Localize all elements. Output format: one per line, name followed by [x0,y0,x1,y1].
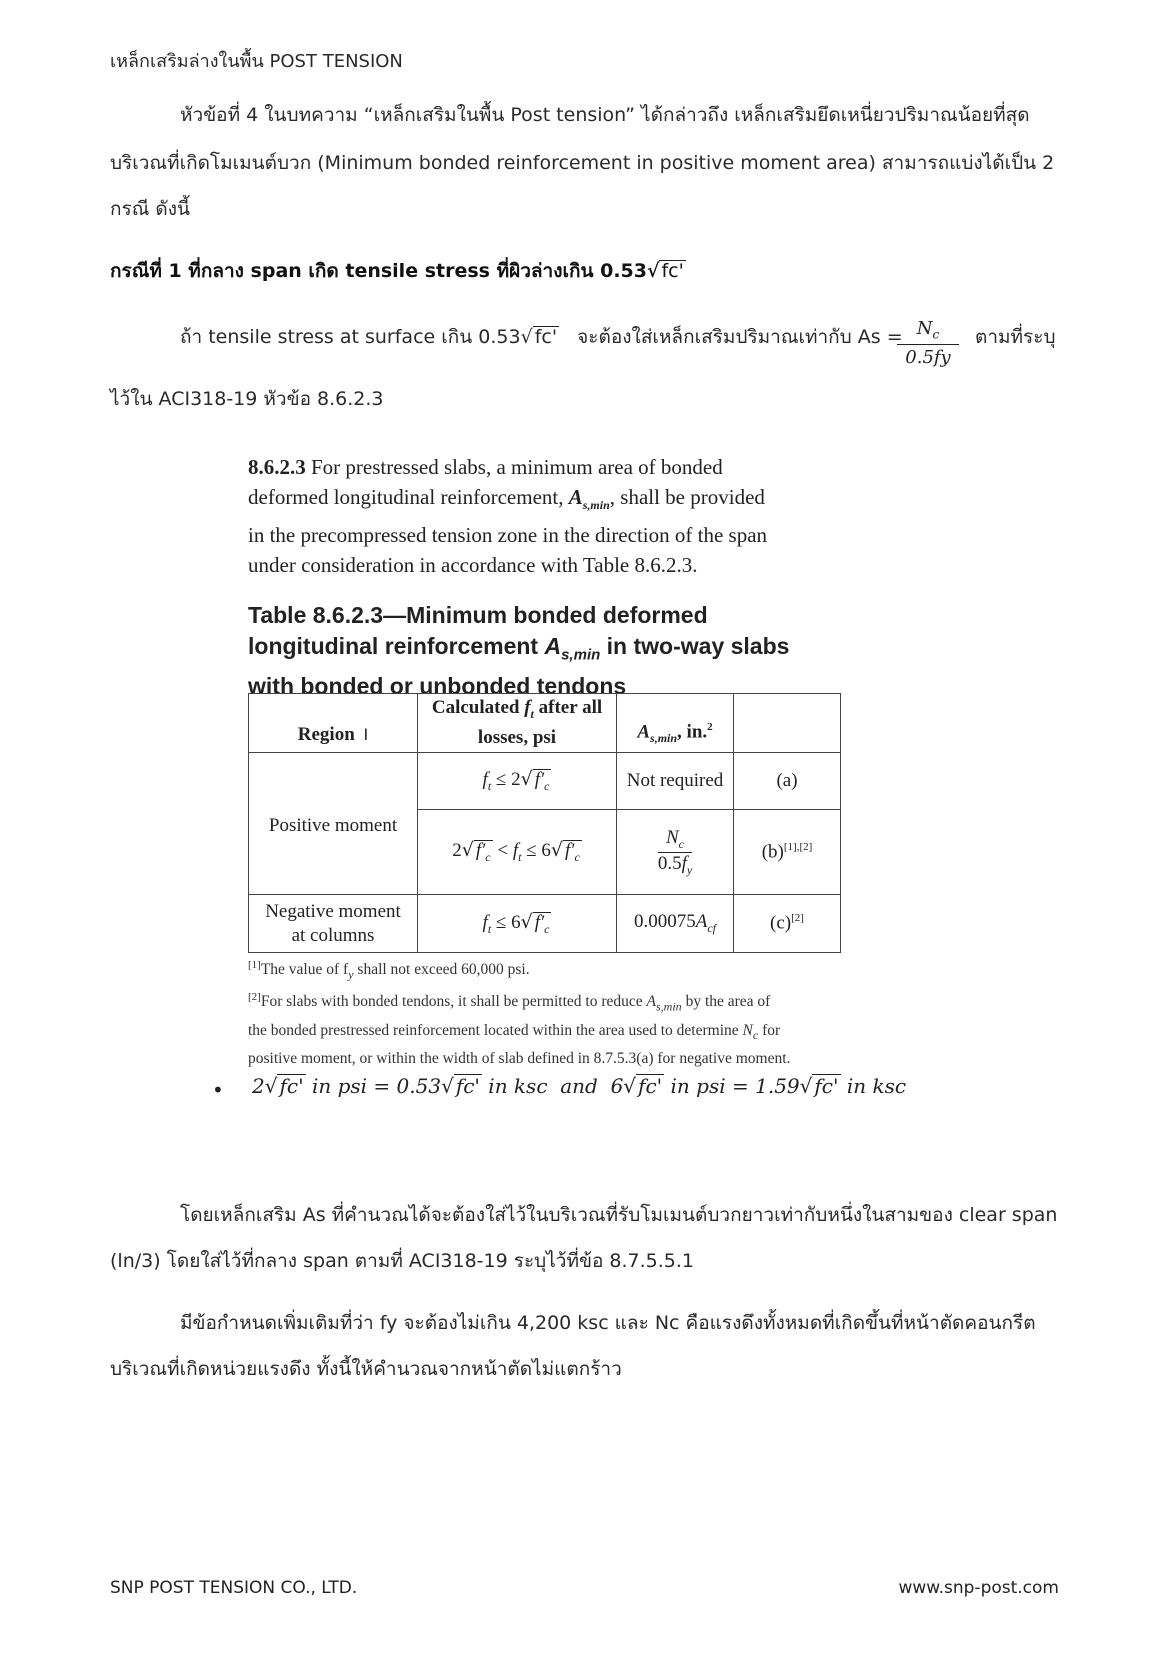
cell-asmin-c [617,895,734,953]
aci-table-title-line-3: with bonded or unbonded tendons [248,672,627,699]
bullet-unit-psi-1: in psi [311,1074,368,1098]
note-1-mark: [1] [248,959,261,971]
asmin-b-den-sub: y [686,862,693,877]
cell-asmin-a: Not required [617,753,734,810]
aci-table-title-sym-sub: s,min [561,646,601,664]
footer-website[interactable]: www.snp-post.com [898,1578,1059,1598]
case1-frac-num-sub: c [932,327,940,342]
aci-clause-sym: A [568,485,583,509]
case1-fraction [897,318,959,368]
note-2-sym-sub: s,min [656,999,682,1014]
text-cursor-icon: I [363,725,369,744]
intro-line-1: หัวข้อที่ 4 ในบทความ “เหล็กเสริมในพื้น Post tension” ได้กล่าวถึง เหล็กเสริมยึดเหนี่ยวปริมาณน้อยที่สุด [180,104,1030,126]
case1-heading-text: กรณีที่ 1 ที่กลาง span เกิด tensile stress ที่ผิวล่างเกิน 0.53 [110,260,647,282]
note-2 [248,986,858,1018]
case1-para-radicand: fc' [534,326,558,348]
asmin-b-num: N [665,826,679,848]
aci-clause-line-3: in the precompressed tension zone in the direction of the span [248,523,768,548]
bullet-coef-1: 2 [252,1074,265,1098]
aci-table-title-line-2b: in two-way slabs [606,633,790,659]
bullet-radicand-2: fc' [455,1074,480,1098]
bullet-radicand-1: fc' [279,1074,304,1098]
intro-line-3: กรณี ดังนี้ [110,198,190,220]
footer-company: SNP POST TENSION CO., LTD. [110,1578,358,1598]
note-2-line-2b: for [762,1021,781,1039]
aci-clause-line-2b: , shall be provided [609,485,765,509]
header-calc-b: after all [538,697,603,719]
bullet-coef-2: 0.53 [396,1074,442,1098]
bullet-unit-ksc-2: in ksc [846,1074,907,1098]
asmin-b-den-sym: f [681,852,687,874]
cell-positive-moment: Positive moment [249,753,418,895]
aci-table-title-line-2a: longitudinal reinforcement [248,633,539,659]
header-calc-line-2: losses, psi [477,726,557,748]
cell-condition-a: $f_t \le 2√$ $f'_c$ [418,753,617,810]
note-2-mark: [2] [248,991,261,1004]
bullet-eq-1: = [373,1074,391,1098]
asmin-b-num-sub: c [678,836,684,851]
aci-clause-line-1: For prestressed slabs, a minimum area of bonded [311,455,723,479]
note-1 [248,954,858,986]
asmin-b-fraction [658,827,692,878]
asmin-c-sub: cf [707,920,717,935]
case1-frac-den: 0.5fy [905,346,951,368]
case1-heading: กรณีที่ 1 ที่กลาง span เกิด tensile stress ที่ผิวล่างเกิน 0.53√ fc' [110,260,684,282]
case1-line-2: ไว้ใน ACI318-19 หัวข้อ 8.6.2.3 [110,388,384,410]
note-2-line-1: For slabs with bonded tendons, it shall be permitted to reduce [260,993,643,1011]
para2-line-2: (ln/3) โดยใส่ไว้ที่กลาง span ตามที่ ACI318-19 ระบุไว้ที่ข้อ 8.7.5.5.1 [110,1250,695,1272]
bullet-coef-4: 1.59 [755,1074,800,1098]
para3-line-2: บริเวณที่เกิดหน่วยแรงดึง ทั้งนี้ให้คำนวณจากหน้าตัดไม่แตกร้าว [110,1358,622,1380]
tag-c-sup: [2] [791,912,804,925]
bullet-and: and [560,1074,598,1098]
case1-frac-num: N [916,318,933,339]
asmin-b-den: 0.5 [657,852,682,874]
note-1-sub: y [348,967,354,982]
aci-clause-line-4: under consideration in accordance with Table 8.6.2.3. [248,553,698,578]
cell-tag-b [734,810,841,895]
header-calc-a: Calculated [431,697,520,719]
asmin-c-sym: A [695,911,708,933]
case1-para-a: ถ้า tensile stress at surface เกิน 0.53 [180,326,521,348]
cell-asmin-b [617,810,734,895]
header-asmin-unit: , in. [677,721,708,743]
case1-para-c: ตามที่ระบุ [975,326,1056,348]
negative-moment-line-2: at columns [291,924,375,946]
header-asmin-sym: A [637,721,651,743]
bullet-radicand-3: fc' [638,1074,663,1098]
tag-b-sup: [1],[2] [783,840,813,853]
aci-clause-sym-sub: s,min [582,498,610,513]
negative-moment-line-1: Negative moment [265,900,401,922]
bullet-coef-3: 6 [610,1074,624,1098]
bullet-unit-ksc-1: in ksc [488,1074,548,1098]
aci-table-notes [248,954,858,1070]
para3-line-1: มีข้อกำหนดเพิ่มเติมที่ว่า fy จะต้องไม่เกิน 4,200 ksc และ Nc คือแรงดึงทั้งหมดที่เกิดขึ้นที่หน้าตัดคอนกรีต [180,1312,1036,1334]
note-2-line-1b: by the area of [685,993,771,1011]
bullet-equation: 2√ fc' in psi = 0.53√ fc' in ksc and 6√ fc' in psi = 1.59√ fc' in ksc [252,1074,907,1098]
header-calc-sym: f [524,697,531,719]
aci-clause [248,452,858,580]
note-1-text: The value of f [260,961,349,979]
cell-tag-a: (a) [734,753,841,810]
note-2-line-2-sub: c [752,1027,759,1042]
header-asmin-sup: 2 [707,720,713,733]
note-2-line-2a: the bonded prestressed reinforcement located within the area used to determine [248,1021,739,1039]
intro-line-2: บริเวณที่เกิดโมเมนต์บวก (Minimum bonded reinforcement in positive moment area) สามารถแบ่งได้เป็น 2 [110,152,1055,174]
case1-para-b: จะต้องใส่เหล็กเสริมปริมาณเท่ากับ As = [577,326,903,348]
cell-condition-c: $f_t \le 6√$ $f'_c$ [418,895,617,953]
header-calc-sym-sub: t [530,706,534,721]
header-asmin-sub: s,min [650,731,678,745]
note-2-line-2-sym: N [742,1021,753,1039]
cell-condition-b: 2√ $f'_c < f_t \le 6√$ $f'_c$ [418,810,617,895]
note-2-line-3: positive moment, or within the width of slab defined in 8.7.5.3(a) for negative moment. [248,1049,791,1067]
para2-line-1: โดยเหล็กเสริม As ที่คำนวณได้จะต้องใส่ไว้ในบริเวณที่รับโมเมนต์บวกยาวเท่ากับหนึ่งในสามของ clear span [180,1204,1058,1226]
tag-c: (c) [770,912,792,934]
aci-clause-number: 8.6.2.3 [248,455,306,479]
asmin-c-prefix: 0.00075 [633,911,696,933]
cell-negative-moment [249,895,418,953]
bullet-eq-2: = [731,1074,749,1098]
header-region [249,694,418,753]
header-region-text: Region [297,724,355,745]
note-2-sym: A [646,993,657,1011]
case1-heading-radicand: fc' [661,260,684,282]
aci-table-title [248,600,789,702]
note-1-text-b: shall not exceed 60,000 psi. [357,961,530,979]
bullet-unit-psi-2: in psi [670,1074,726,1098]
cell-tag-c [734,895,841,953]
case1-paragraph: ถ้า tensile stress at surface เกิน 0.53√ fc' จะต้องใส่เหล็กเสริมปริมาณเท่ากับ As = [180,326,903,348]
aci-table-title-sym: A [544,633,562,659]
note-2-row-2 [248,1019,858,1047]
page-header: เหล็กเสริมล่างในพื้น POST TENSION [110,51,403,72]
aci-clause-line-2a: deformed longitudinal reinforcement, [248,485,564,509]
bullet-dot: • [212,1078,224,1102]
header-asmin [617,694,734,753]
tag-b: (b) [761,841,784,863]
aci-table-wrapper [248,693,841,953]
bullet-radicand-4: fc' [814,1074,839,1098]
header-blank [734,694,841,753]
aci-table-title-line-1: Table 8.6.2.3—Minimum bonded deformed [248,602,708,628]
header-calculated [418,694,617,753]
aci-table [248,693,841,953]
